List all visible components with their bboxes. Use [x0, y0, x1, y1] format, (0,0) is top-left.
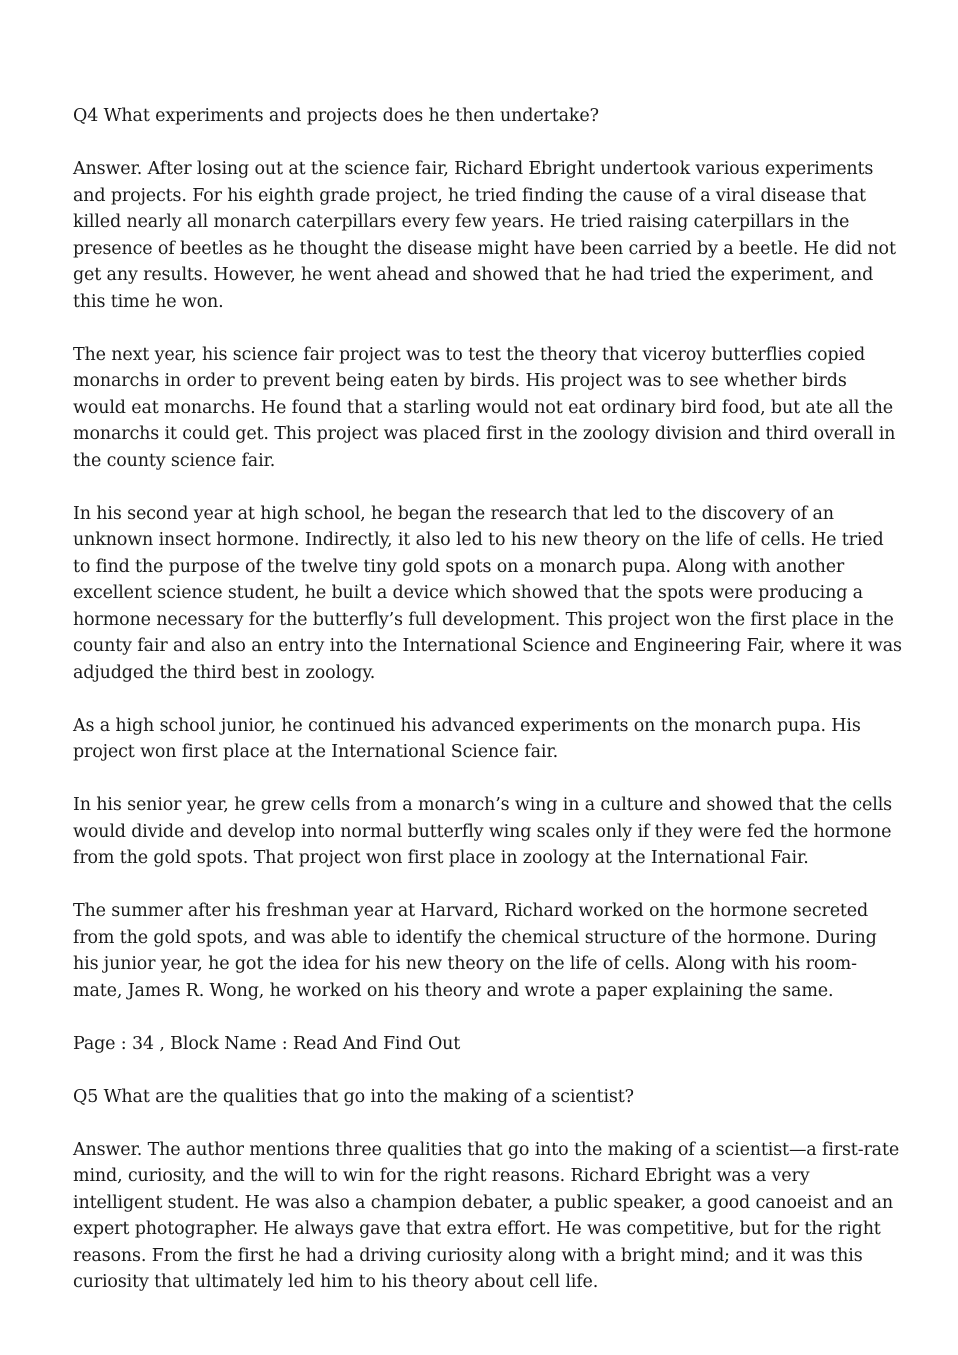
q4-answer-paragraph: The next year, his science fair project was to test the theory that viceroy butterflies copied monarchs in order to prevent being eaten by birds. His project was to see whether birds would eat monarchs. He found that a starling would not eat ordinary bird food, but ate all the monarchs it could get. This project was placed first in the zoology division and third overall in the county science fair.	[73, 344, 896, 471]
page-reference: Page : 34 , Block Name : Read And Find Out	[73, 1033, 461, 1054]
q5-answer: Answer. The author mentions three qualities that go into the making of a scientist—a first-rate mind, curiosity, and the will to win for the right reasons. Richard Ebright was a very intelligent student. He was also a champion debater, a public speaker, a good canoeist and an expert photographer. He always gave that extra effort. He was competitive, but for the right reasons. From the first he had a driving curiosity along with a bright mind; and it was this curiosity that ultimately led him to his theory about cell life.	[73, 1139, 900, 1292]
q4-answer-paragraph: In his senior year, he grew cells from a monarch’s wing in a culture and showed that the cells would divide and develop into normal butterfly wing scales only if they were fed the hormone from the gold spots. That project won first place in zoology at the International Fair.	[73, 795, 892, 868]
q4-answer-paragraph: The summer after his freshman year at Harvard, Richard worked on the hormone secreted from the gold spots, and was able to identify the chemical structure of the hormone. During his junior year, he got the idea for his new theory on the life of cells. Along with his room-mate, James R. Wong, he worked on his theory and wrote a paper explaining the same.	[73, 901, 877, 1001]
q5-question: Q5 What are the qualities that go into the making of a scientist?	[73, 1086, 634, 1107]
q4-answer-paragraph: As a high school junior, he continued his advanced experiments on the monarch pupa. His project won first place at the International Science fair.	[73, 715, 861, 762]
q4-answer-paragraph: Answer. After losing out at the science fair, Richard Ebright undertook various experiments and projects. For his eighth grade project, he tried finding the cause of a viral disease that killed nearly all monarch caterpillars every few years. He tried raising caterpillars in the presence of beetles as he thought the disease might have been carried by a beetle. He did not get any results. However, he went ahead and showed that he had tried the experiment, and this time he won.	[73, 159, 896, 312]
q4-question: Q4 What experiments and projects does he then undertake?	[73, 106, 599, 126]
document-page	[73, 103, 903, 1322]
q4-answer-paragraph: In his second year at high school, he began the research that led to the discovery of an unknown insect hormone. Indirectly, it also led to his new theory on the life of cells. He tried to find the purpose of the twelve tiny gold spots on a monarch pupa. Along with another excellent science student, he built a device which showed that the spots were producing a hormone necessary for the butterfly’s full development. This project won the first place in the county fair and also an entry into the International Science and Engineering Fair, where it was adjudged the third best in zoology.	[73, 503, 902, 683]
